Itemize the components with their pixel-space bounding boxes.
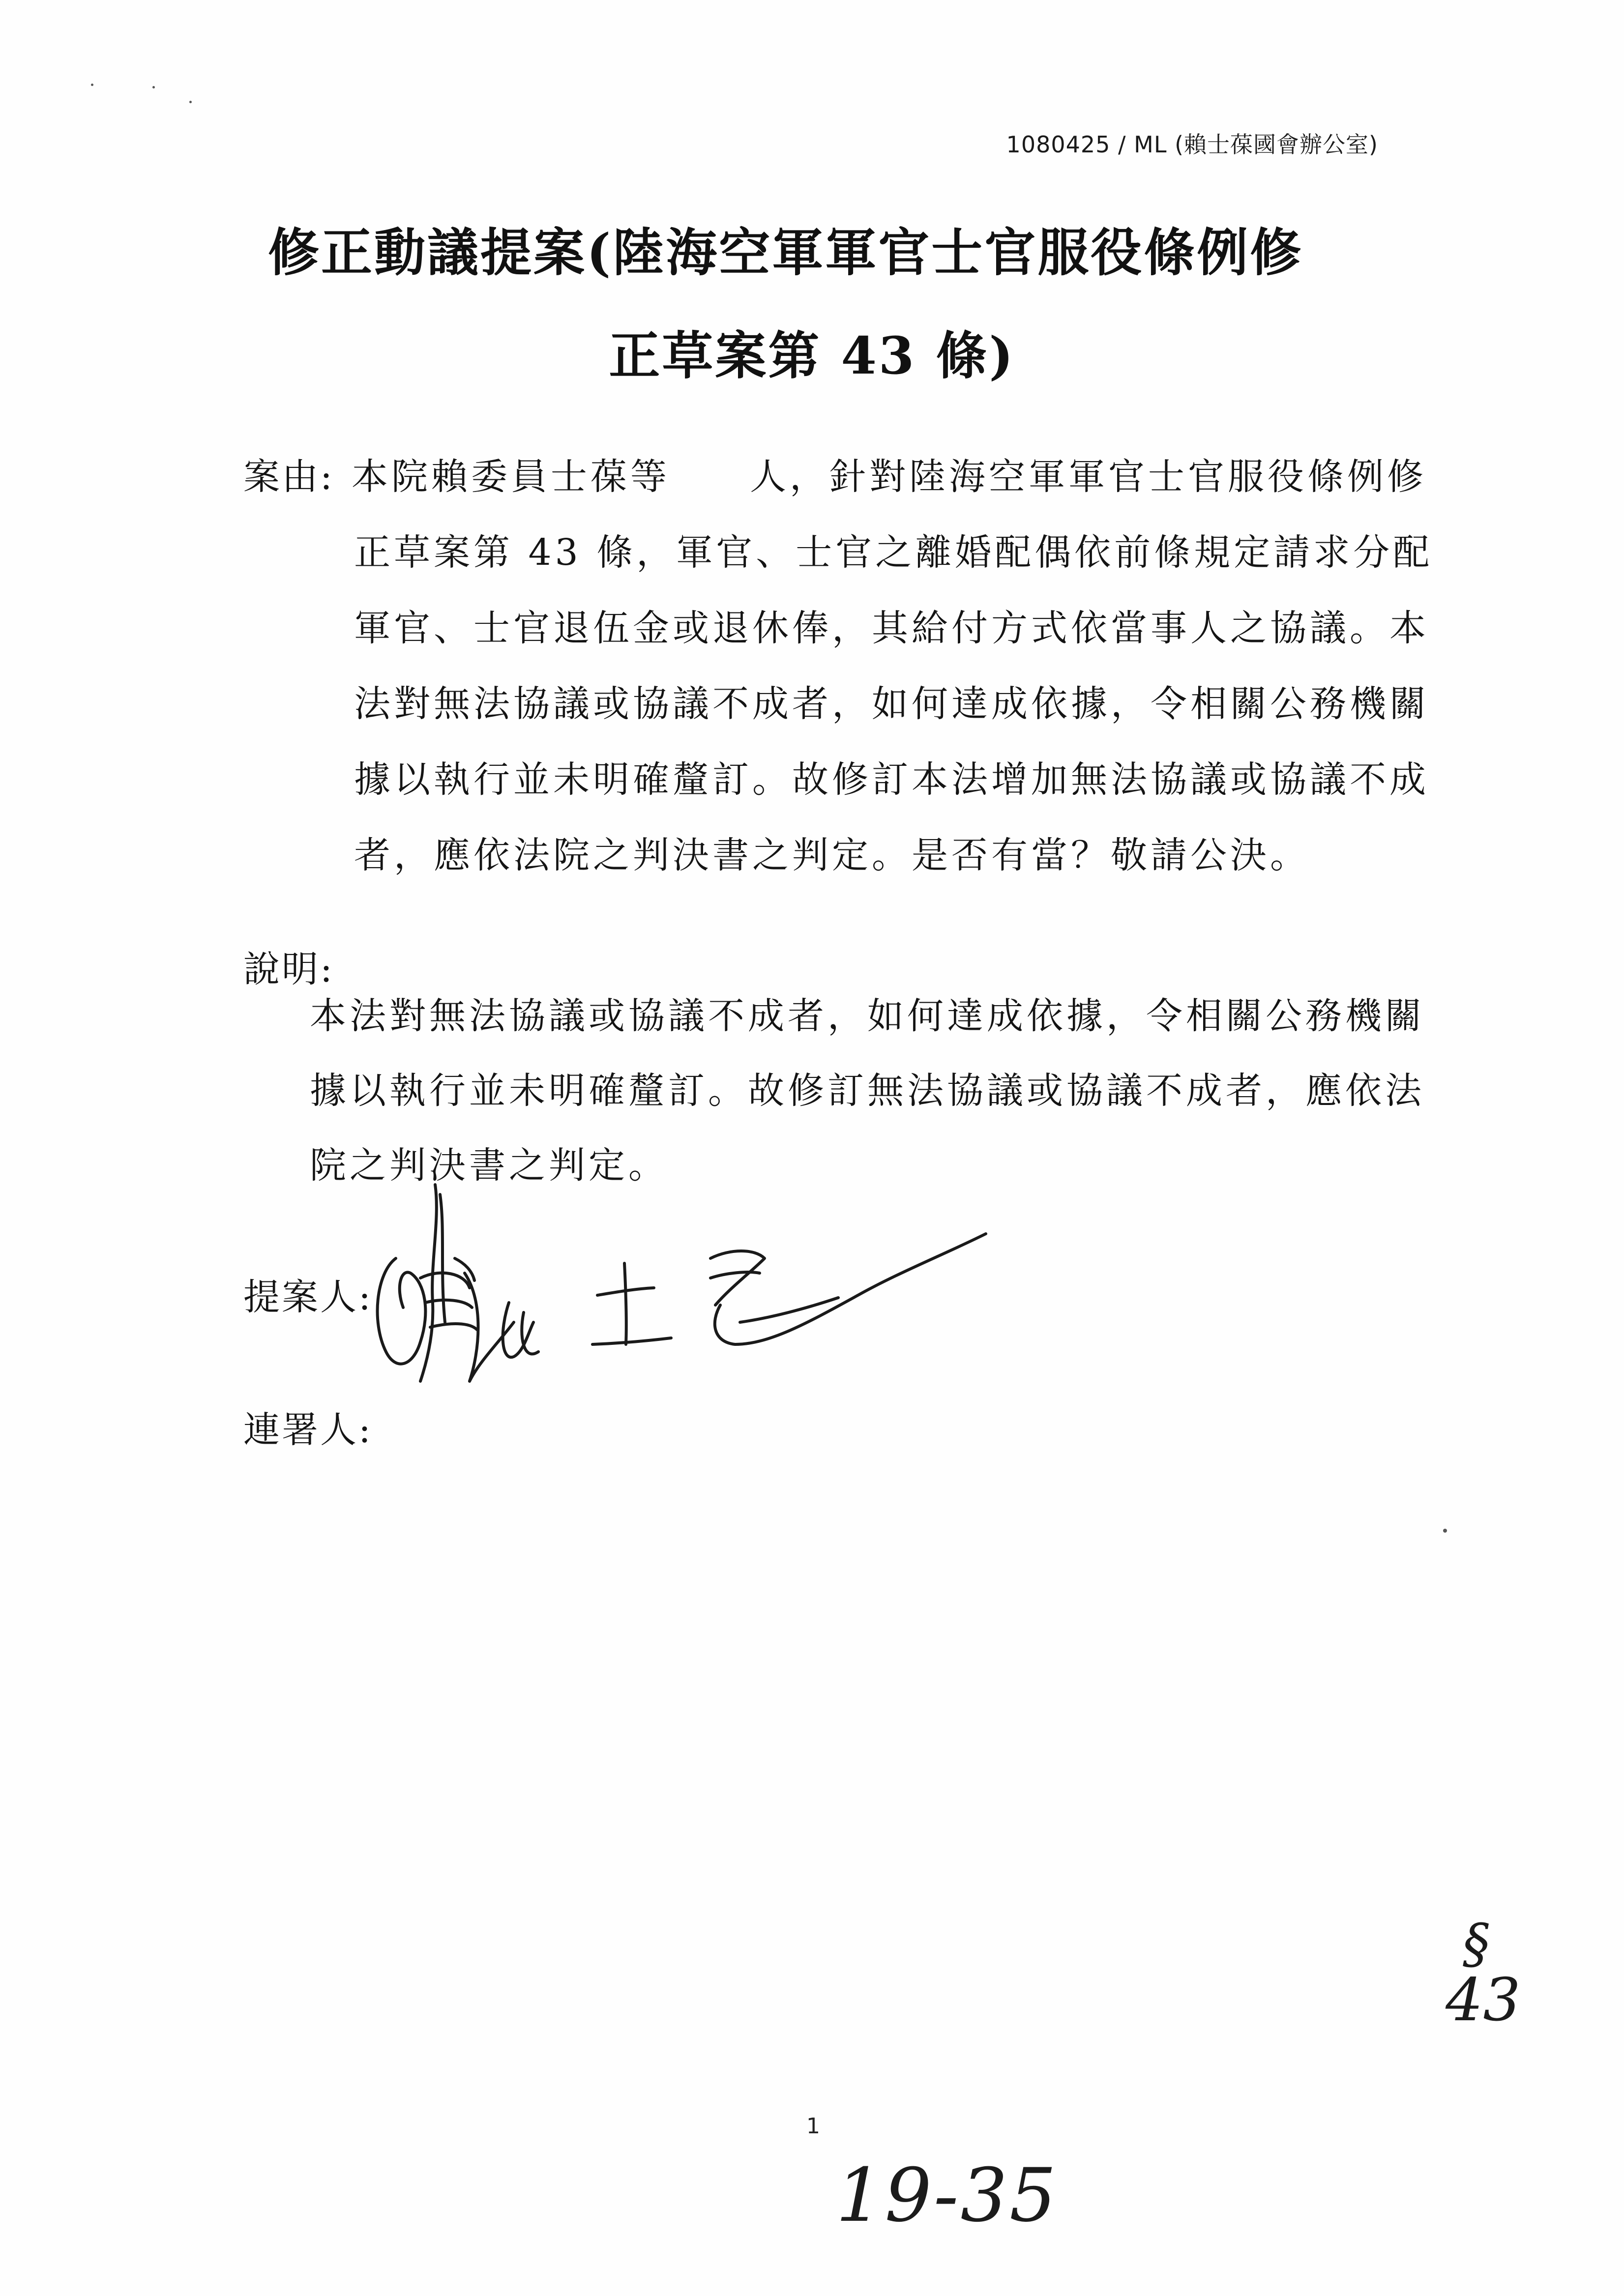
scan-speck [189,101,192,103]
document-title-line-2: 正草案第 43 條) [609,325,1015,386]
cosigners-label: 連署人: [243,1409,373,1451]
document-title-line-1: 修正動議提案(陸海空軍軍官士官服役條例修 [268,222,1303,283]
scan-speck [1443,1529,1447,1533]
handwritten-bottom-note: 19-35 [836,2153,1059,2238]
explanation-line-3: 院之判決書之判定。 [310,1144,668,1187]
proposer-signature [366,1175,1005,1406]
reason-label: 案由: [243,456,334,498]
explanation-line-1: 本法對無法協議或協議不成者，如何達成依據，令相關公務機關 [310,995,1425,1037]
reason-line-1: 本院賴委員士葆等 人，針對陸海空軍軍官士官服役條例修 [352,456,1427,498]
header-reference: 1080425 / ML (賴士葆國會辦公室) [1006,131,1378,158]
scan-speck [91,84,93,86]
explanation-line-2: 據以執行並未明確釐訂。故修訂無法協議或協議不成者，應依法 [310,1070,1425,1112]
scan-speck [152,86,155,88]
page-number: 1 [806,2114,820,2139]
reason-line-2: 正草案第 43 條，軍官、士官之離婚配偶依前條規定請求分配 [354,531,1433,574]
reason-line-5: 據以執行並未明確釐訂。故修訂本法增加無法協議或協議不成 [354,758,1429,801]
handwritten-section-mark: § [1463,1912,1490,1975]
reason-line-6: 者，應依法院之判決書之判定。是否有當？敬請公決。 [354,834,1310,876]
proposer-label: 提案人: [243,1276,373,1318]
handwritten-article-number: 43 [1446,1966,1521,2034]
reason-line-3: 軍官、士官退伍金或退休俸，其給付方式依當事人之協議。本 [354,607,1429,649]
reason-line-4: 法對無法協議或協議不成者，如何達成依據，令相關公務機關 [354,683,1429,725]
explanation-label: 說明: [243,948,334,990]
